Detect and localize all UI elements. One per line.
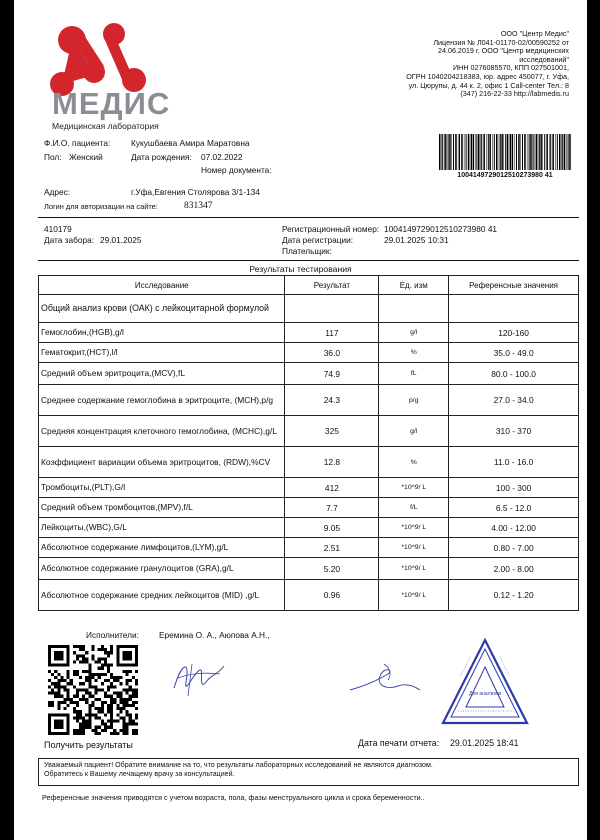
- notice-box: [38, 758, 579, 786]
- company-line: ОГРН 1040204218383, юр. адрес 450077, г. Уфа,: [406, 71, 569, 81]
- test-value: 9.05: [285, 518, 379, 538]
- reg-number: 1004149729012510273980 41: [384, 224, 498, 234]
- test-reference: 0.12 - 1.20: [449, 580, 579, 611]
- barcode-number: 1004149729012510273980 41: [457, 172, 553, 179]
- group-title: Общий анализ крови (ОАК) с лейкоцитарной формулой: [39, 295, 285, 323]
- reference-note: Референсные значения приводятся с учетом возраста, пола, фазы менструального цикла и срока беременности..: [42, 793, 425, 802]
- test-unit: g/l: [379, 323, 449, 343]
- lab-report-page: [14, 0, 587, 840]
- notice-line: Уважаемый пациент! Обратите внимание на то, что результаты лабораторных исследований не являются диагнозом.: [44, 761, 433, 769]
- results-title: Результаты тестирования: [249, 264, 352, 274]
- table-row: [39, 363, 579, 385]
- test-reference: 310 - 370: [449, 416, 579, 447]
- test-unit: fL: [379, 363, 449, 385]
- test-value: 325: [285, 416, 379, 447]
- address-label: Адрес:: [44, 187, 71, 197]
- reg-date: 29.01.2025 10:31: [384, 235, 449, 245]
- test-unit: g/l: [379, 416, 449, 447]
- test-value: 36.0: [285, 343, 379, 363]
- signature-icon: [344, 656, 424, 702]
- company-line: ул. Цюрупы, д. 44 к. 2, офис 1 Call-center Тел.: 8: [408, 80, 569, 90]
- table-row: [39, 323, 579, 343]
- results-table: [38, 275, 579, 611]
- divider: [38, 260, 579, 261]
- sex-value: Женский: [69, 152, 103, 162]
- company-line: ИНН 0276085570, КПП 027501001,: [452, 63, 569, 73]
- test-value: 2.51: [285, 538, 379, 558]
- test-name: Гемоглобин,(HGB),g/l: [39, 323, 285, 343]
- test-name: Среднее содержание гемоглобина в эритроците, (MCH),p/g: [39, 385, 285, 416]
- test-reference: 120-160: [449, 323, 579, 343]
- sample-date: 29.01.2025: [100, 235, 142, 245]
- test-reference: 0.80 - 7.00: [449, 538, 579, 558]
- stamp-text: Для анализов: [468, 691, 502, 697]
- table-row: [39, 580, 579, 611]
- table-row: [39, 478, 579, 498]
- sample-date-label: Дата забора:: [44, 235, 94, 245]
- table-header-row: [39, 276, 579, 295]
- test-name: Тромбоциты,(PLT),G/l: [39, 478, 285, 498]
- test-value: 74.9: [285, 363, 379, 385]
- login-label: Логин для авторизации на сайте:: [44, 202, 158, 211]
- performers: Еремина О. А., Аюпова А.Н.,: [159, 630, 270, 640]
- table-row: [39, 518, 579, 538]
- test-name: Абсолютное содержание гранулоцитов (GRA),g/L: [39, 558, 285, 580]
- test-name: Абсолютное содержание средних лейкоцитов (MID) ,g/L: [39, 580, 285, 611]
- table-row: [39, 447, 579, 478]
- table-row: [39, 416, 579, 447]
- test-reference: 100 - 300: [449, 478, 579, 498]
- test-unit: *10^9/ L: [379, 558, 449, 580]
- test-unit: *10^9/ L: [379, 538, 449, 558]
- table-row: [39, 385, 579, 416]
- column-header: Исследование: [39, 276, 285, 295]
- barcode-icon: [439, 134, 571, 170]
- company-info: [334, 30, 569, 99]
- test-value: 5.20: [285, 558, 379, 580]
- company-line: Лицензия № Л041-01170-02/00590252 от: [433, 37, 569, 47]
- company-line: ООО "Центр Медис": [500, 29, 569, 38]
- test-reference: 35.0 - 49.0: [449, 343, 579, 363]
- test-unit: p/g: [379, 385, 449, 416]
- test-reference: 80.0 - 100.0: [449, 363, 579, 385]
- test-name: Средняя концентрация клеточного гемоглобина, (MCHC),g/L: [39, 416, 285, 447]
- qr-code-icon[interactable]: [48, 645, 138, 735]
- company-line: (347) 216-22-33 http://labmedis.ru: [460, 89, 569, 99]
- group-row: [39, 295, 579, 323]
- table-row: [39, 538, 579, 558]
- get-results-label: Получить результаты: [44, 740, 133, 750]
- reg-number-label: Регистрационный номер:: [282, 224, 380, 234]
- address-value: г.Уфа,Евгения Столярова 3/1-134: [131, 187, 260, 197]
- signature-icon: [164, 652, 234, 702]
- reg-date-label: Дата регистрации:: [282, 235, 354, 245]
- divider: [38, 217, 579, 218]
- print-date-label: Дата печати отчета:: [358, 738, 440, 748]
- column-header: Ед. изм: [379, 276, 449, 295]
- column-header: Референсные значения: [449, 276, 579, 295]
- test-unit: %: [379, 447, 449, 478]
- test-unit: %: [379, 343, 449, 363]
- notice-line: Обратитесь к Вашему лечащему врачу за консультацией.: [44, 770, 235, 778]
- test-name: Лейкоциты,(WBC),G/L: [39, 518, 285, 538]
- patient-name: Кукушбаева Амира Маратовна: [131, 138, 250, 148]
- test-name: Гематокрит,(HCT),l/l: [39, 343, 285, 363]
- test-value: 7.7: [285, 498, 379, 518]
- stamp-icon: [440, 637, 530, 729]
- test-name: Средний объем тромбоцитов,(MPV),f/L: [39, 498, 285, 518]
- login-value: 831347: [184, 201, 213, 211]
- test-name: Абсолютное содержание лимфоцитов,(LYM),g/L: [39, 538, 285, 558]
- test-unit: f/L: [379, 498, 449, 518]
- test-unit: *10^9/ L: [379, 580, 449, 611]
- test-reference: 27.0 - 34.0: [449, 385, 579, 416]
- test-reference: 2.00 - 8.00: [449, 558, 579, 580]
- test-unit: *10^9/ L: [379, 518, 449, 538]
- performers-label: Исполнители:: [86, 630, 139, 640]
- table-row: [39, 343, 579, 363]
- test-value: 0.96: [285, 580, 379, 611]
- logo-subtitle: Медицинская лаборатория: [52, 121, 159, 131]
- test-unit: *10^9/ L: [379, 478, 449, 498]
- test-value: 24.3: [285, 385, 379, 416]
- test-name: Коэффициент вариации объема эритроцитов, (RDW),%CV: [39, 447, 285, 478]
- test-value: 12.8: [285, 447, 379, 478]
- test-reference: 4.00 - 12.00: [449, 518, 579, 538]
- order-number: 410179: [44, 224, 72, 234]
- column-header: Результат: [285, 276, 379, 295]
- payer-label: Плательщик:: [282, 246, 332, 256]
- sex-label: Пол:: [44, 152, 62, 162]
- test-reference: 6.5 - 12.0: [449, 498, 579, 518]
- table-row: [39, 498, 579, 518]
- document-number-label: Номер документа:: [201, 165, 272, 175]
- company-line: исследований": [519, 54, 569, 64]
- logo-text: МЕДИС: [52, 86, 171, 121]
- table-row: [39, 558, 579, 580]
- test-value: 412: [285, 478, 379, 498]
- company-line: 24.06.2019 г. ООО "Центр медицинских: [437, 46, 569, 56]
- patient-name-label: Ф.И.О. пациента:: [44, 138, 111, 148]
- print-date: 29.01.2025 18:41: [450, 738, 519, 748]
- dob-value: 07.02.2022: [201, 152, 243, 162]
- test-reference: 11.0 - 16.0: [449, 447, 579, 478]
- test-value: 117: [285, 323, 379, 343]
- test-name: Средний объем эритроцита,(MCV),fL: [39, 363, 285, 385]
- dob-label: Дата рождения:: [131, 152, 192, 162]
